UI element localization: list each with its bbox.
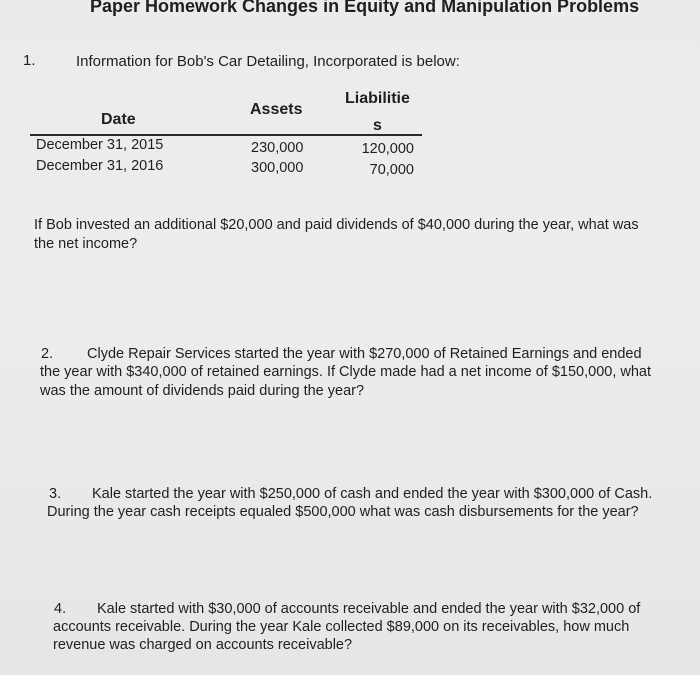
table-row-2-date: December 31, 2016 [36,158,164,174]
problem-1-number: 1. [23,52,36,69]
problem-3-number: 3. [49,486,62,502]
table-header-date: Date [101,111,136,128]
problem-1-intro: Information for Bob's Car Detailing, Incorporated is below: [76,53,460,70]
problem-2-line3: was the amount of dividends paid during the year? [40,383,365,399]
table-header-liabilities-line1: Liabilitie [345,90,410,107]
table-row-1-date: December 31, 2015 [36,137,164,153]
table-row-2-assets: 300,000 [251,160,304,176]
page-title: Paper Homework Changes in Equity and Manipulation Problems [90,0,640,16]
problem-1-question-line1: If Bob invested an additional $20,000 and paid dividends of $40,000 during the year, what was [34,217,639,233]
problem-2-line2: the year with $340,000 of retained earnings. If Clyde made had a net income of $150,000, what [40,364,652,380]
problem-1-question-line2: the net income? [34,236,138,252]
table-row-1-assets: 230,000 [251,140,304,156]
table-header-liabilities-line2: s [373,117,382,134]
problem-4-number: 4. [54,601,67,617]
problem-3-line2: During the year cash receipts equaled $500,000 what was cash disbursements for the year? [47,504,639,520]
problem-4-line2: accounts receivable. During the year Kale collected $89,000 on its receivables, how much [53,619,630,635]
problem-4-line1: Kale started with $30,000 of accounts receivable and ended the year with $32,000 of [97,601,641,617]
table-header-rule [30,134,422,136]
problem-2-number: 2. [41,346,54,362]
table-row-1-liabilities: 120,000 [361,141,414,157]
table-header-assets: Assets [250,101,303,118]
problem-4-line3: revenue was charged on accounts receivable? [53,637,353,653]
table-row-2-liabilities: 70,000 [369,162,414,178]
problem-3-line1: Kale started the year with $250,000 of cash and ended the year with $300,000 of Cash. [92,486,653,502]
problem-2-line1: Clyde Repair Services started the year with $270,000 of Retained Earnings and ended [87,346,642,362]
